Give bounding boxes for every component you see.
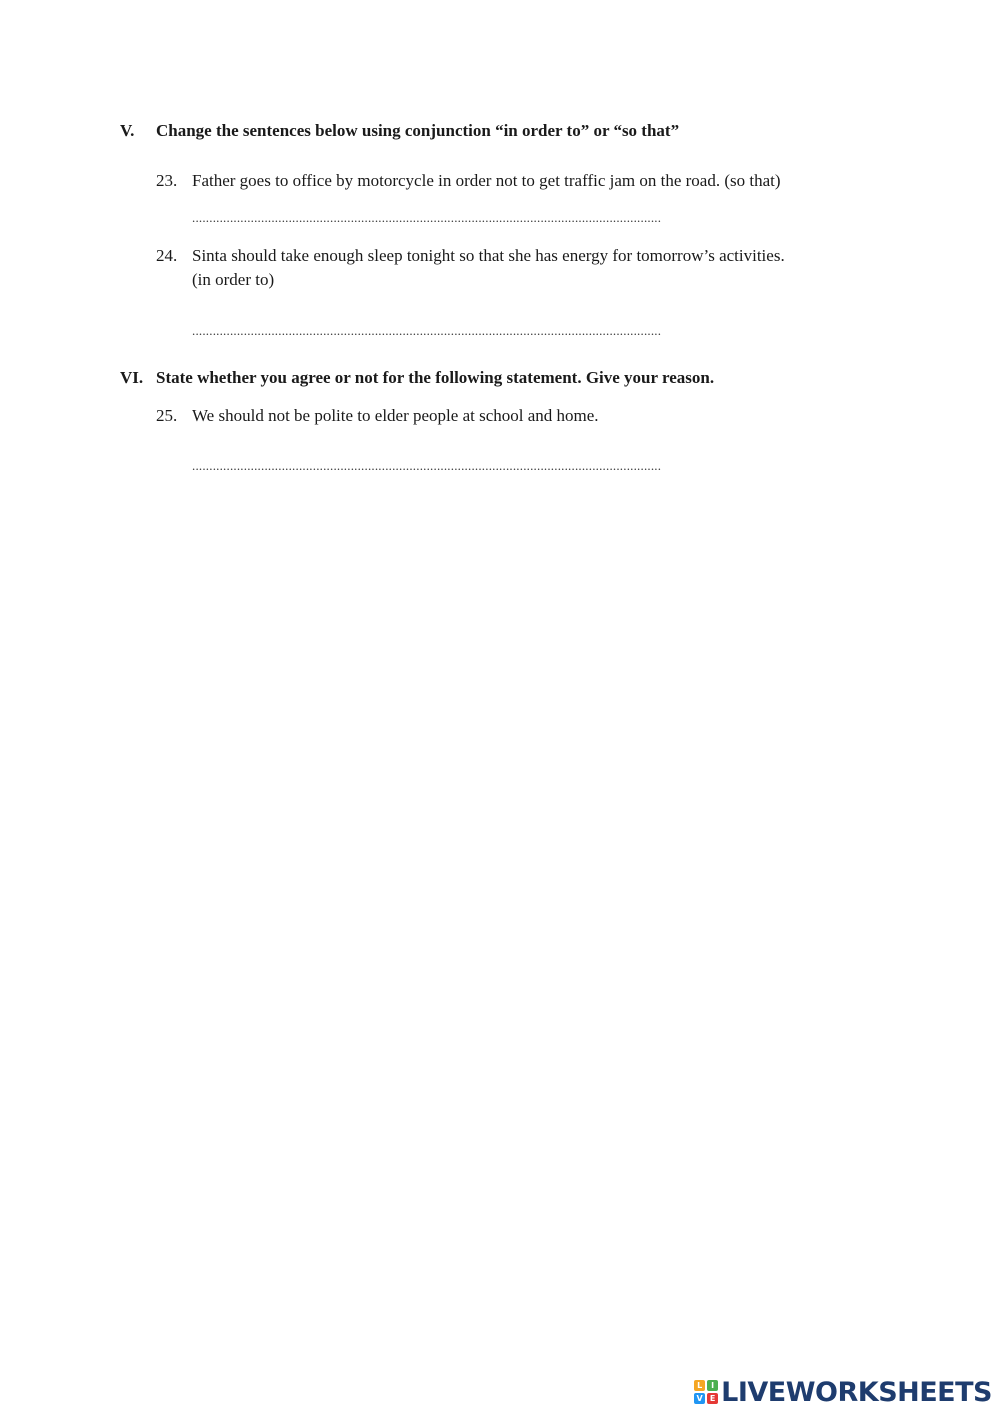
logo-text: LIVEWORKSHEETS — [721, 1376, 992, 1408]
question-number: 23. — [156, 171, 178, 190]
question-text: Father goes to office by motorcycle in order not to get traffic jam on the road. (so that) — [192, 171, 781, 190]
logo-icon-tile: I — [707, 1380, 718, 1391]
section-vi-numeral: VI. — [120, 368, 144, 387]
question-number: 24. — [156, 246, 178, 265]
section-v-title: Change the sentences below using conjunction “in order to” or “so that” — [156, 121, 680, 140]
logo-icon-tile: E — [707, 1393, 718, 1404]
question-text: Sinta should take enough sleep tonight so that she has energy for tomorrow’s activities. — [192, 246, 785, 265]
logo-icon — [694, 1380, 718, 1404]
section-vi-title: State whether you agree or not for the following statement. Give your reason. — [156, 368, 715, 387]
question-23 — [156, 169, 781, 193]
answer-line-25[interactable]: ........................................................................................................................................ — [192, 458, 662, 473]
logo-icon-tile: L — [694, 1380, 705, 1391]
section-v-numeral: V. — [120, 121, 135, 140]
question-text: We should not be polite to elder people at school and home. — [192, 406, 599, 425]
section-v-heading — [120, 121, 679, 141]
section-vi-heading — [120, 368, 714, 388]
liveworksheets-logo — [694, 1377, 992, 1407]
answer-line-24[interactable]: ........................................................................................................................................ — [192, 323, 662, 338]
question-25 — [156, 404, 599, 428]
question-continuation: (in order to) — [192, 270, 275, 289]
logo-icon-tile: V — [694, 1393, 705, 1404]
question-number: 25. — [156, 406, 178, 425]
answer-line-23[interactable]: ........................................................................................................................................ — [192, 210, 662, 225]
question-24 — [156, 244, 785, 292]
